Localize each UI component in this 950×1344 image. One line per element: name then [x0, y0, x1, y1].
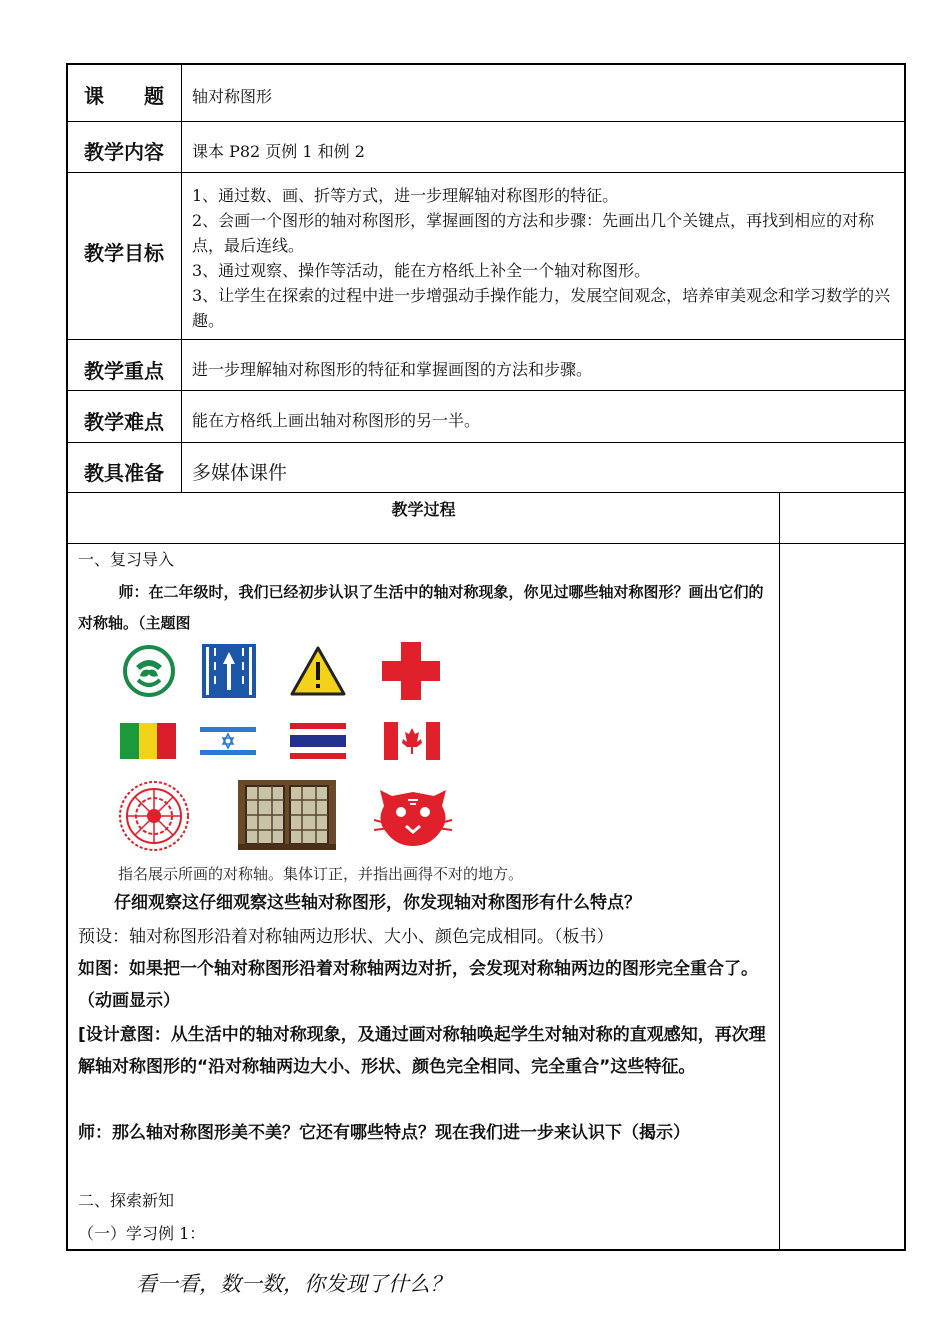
row-value-materials: 多媒体课件 [192, 462, 288, 484]
tricolor-flag-icon [290, 723, 346, 759]
figure-description: 如图：如果把一个轴对称图形沿着对称轴两边对折，会发现对称轴两边的图形完全重合了。（动画显示） [78, 959, 758, 1011]
table-right-border [904, 63, 906, 1251]
subsection-example-1: （一）学习例 1： [78, 1224, 206, 1243]
caption-text: 指名展示所画的对称轴。集体订正，并指出画得不对的地方。 [118, 865, 524, 883]
recycle-logo-icon [122, 644, 176, 698]
bottom-prompt: 看一看，数一数，你发现了什么？ [136, 1272, 451, 1296]
label-column-divider [181, 63, 182, 493]
paper-cut-circle-icon [118, 780, 190, 852]
row-value-content: 课本 P82 页例 1 和例 2 [192, 142, 365, 161]
row-divider [66, 390, 906, 391]
observe-question: 仔细观察这仔细观察这些轴对称图形，你发现轴对称图形有什么特点？ [114, 893, 641, 913]
goal-item: 2、会画一个图形的轴对称图形，掌握画图的方法和步骤：先画出几个关键点，再找到相应的对称点，最后连线。 [192, 211, 875, 255]
one-way-road-sign-icon [202, 644, 256, 698]
teacher-intro-text: 师：在二年级时，我们已经初步认识了生活中的轴对称现象，你见过哪些轴对称图形？画出它们的对称轴。（主题图 [78, 583, 764, 632]
mali-flag-icon [120, 723, 176, 759]
red-cross-icon [382, 642, 440, 700]
row-divider [66, 543, 906, 544]
canada-flag-icon [384, 722, 440, 760]
row-divider [66, 172, 906, 173]
row-divider [66, 121, 906, 122]
teacher-question: 师：那么轴对称图形美不美？它还有哪些特点？现在我们进一步来认识下（揭示） [78, 1123, 690, 1143]
row-divider [66, 492, 906, 493]
row-value-key-point: 进一步理解轴对称图形的特征和掌握画图的方法和步骤。 [192, 360, 593, 379]
preset-answer [78, 921, 778, 953]
row-label-topic: 课 题 [84, 84, 164, 108]
row-label-key-point: 教学重点 [84, 359, 164, 383]
preset-answer-text: 预设：轴对称图形沿着对称轴两边形状、大小、颜色完成相同。（板书） [78, 927, 614, 947]
warning-sign-icon [290, 646, 346, 696]
row-label-difficulty: 教学难点 [84, 410, 164, 434]
goal-item: 3、通过观察、操作等活动，能在方格纸上补全一个轴对称图形。 [192, 261, 651, 280]
goal-item: 3、让学生在探索的过程中进一步增强动手操作能力，发展空间观念，培养审美观念和学习数学的兴趣。 [192, 286, 891, 330]
process-title: 教学过程 [391, 500, 456, 519]
table-bottom-border [66, 1249, 906, 1251]
goal-item: 1、通过数、画、折等方式，进一步理解轴对称图形的特征。 [192, 186, 619, 205]
row-label-goals: 教学目标 [84, 241, 164, 265]
design-intent: [设计意图：从生活中的轴对称现象，及通过画对称轴唤起学生对轴对称的直观感知，再次理解轴对称图形的“沿对称轴两边大小、形状、颜色完全相同、完全重合”这些特征。 [78, 1025, 766, 1077]
row-label-content: 教学内容 [84, 140, 164, 164]
row-value-topic: 轴对称图形 [192, 87, 273, 106]
tiger-paper-cut-icon [370, 780, 456, 848]
table-top-border [66, 63, 906, 65]
row-divider [66, 339, 906, 340]
row-value-difficulty: 能在方格纸上画出轴对称图形的另一半。 [192, 411, 481, 430]
row-label-materials: 教具准备 [84, 461, 164, 485]
section-heading-review: 一、复习导入 [78, 550, 175, 569]
section-heading-explore: 二、探索新知 [78, 1191, 175, 1210]
israel-flag-icon [200, 723, 256, 759]
row-divider [66, 442, 906, 443]
chinese-window-icon [238, 780, 336, 850]
